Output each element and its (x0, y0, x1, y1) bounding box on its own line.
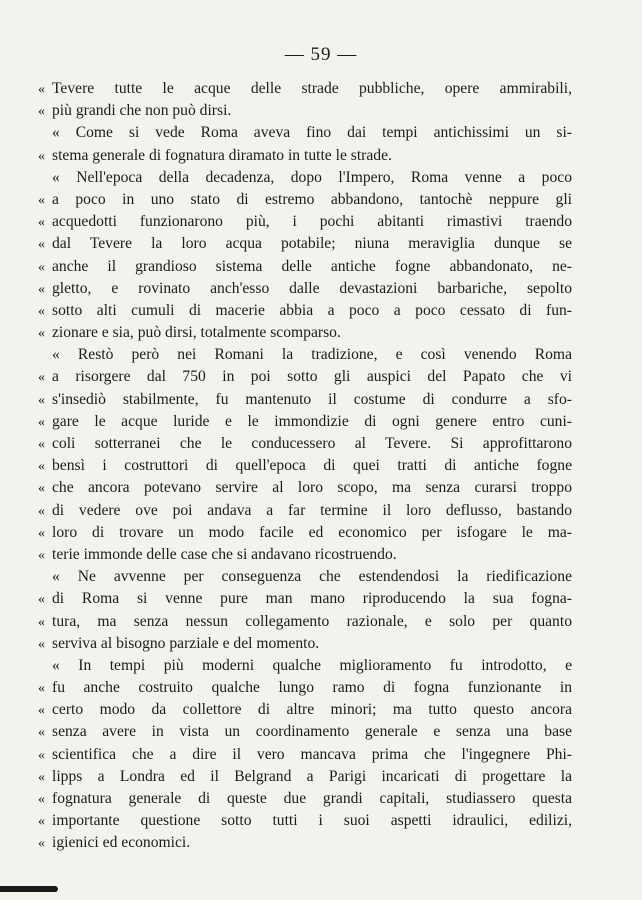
quote-mark: « (38, 303, 45, 319)
line-text: coli sotterranei che le conducessero al Tevere. Si approfittarono (52, 435, 572, 452)
quote-mark: « (38, 104, 45, 120)
text-line (38, 80, 572, 102)
text-line (38, 169, 572, 191)
text-line (38, 258, 572, 280)
line-text: « Come si vede Roma aveva fino dai tempi antichissimi un si- (52, 124, 572, 142)
text-line (38, 346, 572, 368)
quote-mark: « (38, 681, 45, 697)
text-line (38, 324, 572, 346)
quote-mark: « (38, 769, 45, 785)
line-text: igienici ed economici. (52, 834, 191, 852)
quote-mark: « (38, 703, 45, 719)
quote-mark: « (38, 148, 45, 164)
line-text: bensì i costruttori di quell'epoca di quei tratti di antiche fogne (52, 457, 572, 475)
text-line (38, 280, 572, 302)
quote-mark: « (38, 836, 45, 852)
quote-mark: « (38, 747, 45, 763)
line-text: Tevere tutte le acque delle strade pubbliche, opere ammirabili, (52, 80, 572, 97)
text-line (38, 391, 572, 413)
text-line (38, 812, 572, 834)
line-text: anche il grandioso sistema delle antiche fogne abbandonato, ne- (52, 257, 572, 275)
text-line (38, 502, 572, 524)
line-text: loro di trovare un modo facile ed economico per isfogare le ma- (52, 523, 572, 541)
line-text: s'insediò stabilmente, fu mantenuto il costume di condurre a sfo- (52, 390, 572, 408)
line-text: « Ne avvenne per conseguenza che estendendosi la riedificazione (52, 568, 572, 586)
quote-mark: « (38, 326, 45, 342)
line-text: senza avere in vista un coordinamento generale e senza una base (52, 723, 572, 741)
line-text: dal Tevere la loro acqua potabile; niuna meraviglia dunque se (52, 235, 572, 253)
line-text: zionare e sia, può dirsi, totalmente scomparso. (52, 324, 341, 342)
text-line (38, 147, 572, 169)
text-line (38, 834, 572, 856)
text-line (38, 679, 572, 701)
text-line (38, 768, 572, 790)
line-text: sotto alti cumuli di macerie abbia a poco a poco cessato di fun- (52, 301, 572, 319)
line-text: « Restò però nei Romani la tradizione, e così venendo Roma (52, 346, 572, 364)
text-line (38, 413, 572, 435)
quote-mark: « (38, 414, 45, 430)
quote-mark: « (38, 636, 45, 652)
quote-mark: « (38, 370, 45, 386)
line-text: gare le acque luride e le immondizie di ogni genere entro cuni- (52, 412, 572, 430)
line-text: di Roma si venne pure man mano riproducendo la sua fogna- (52, 590, 572, 608)
text-line (38, 124, 572, 146)
line-text: fognatura generale di queste due grandi capitali, studiassero questa (52, 790, 572, 807)
quote-mark: « (38, 481, 45, 497)
text-line (38, 635, 572, 657)
quote-mark: « (38, 459, 45, 475)
line-text: che ancora potevano servire al loro scopo, ma senza curarsi troppo (52, 479, 572, 497)
quote-mark: « (38, 437, 45, 452)
line-text: scientifica che a dire il vero mancava prima che l'ingegnere Phi- (52, 745, 572, 763)
quote-mark: « (38, 192, 45, 208)
line-text: « Nell'epoca della decadenza, dopo l'Impero, Roma venne a poco (52, 168, 572, 186)
text-line (38, 235, 572, 257)
quote-mark: « (38, 614, 45, 630)
text-line (38, 657, 572, 679)
quote-mark: « (38, 237, 45, 253)
text-line (38, 479, 572, 501)
text-line (38, 102, 572, 124)
line-text: a poco in uno stato di estremo abbandono, tantochè neppure gli (52, 190, 572, 208)
line-text: più grandi che non può dirsi. (52, 102, 232, 120)
text-line (38, 590, 572, 612)
quote-mark: « (38, 392, 45, 408)
line-text: fu anche costruito qualche lungo ramo di fogna funzionante in (52, 679, 572, 697)
text-line (38, 213, 572, 235)
line-text: acquedotti funzionarono più, i pochi abitanti rimastivi traendo (52, 213, 572, 231)
text-line (38, 613, 572, 635)
quote-mark: « (38, 281, 45, 297)
scan-edge-mark (0, 886, 58, 892)
quote-mark: « (38, 814, 45, 830)
text-line (38, 191, 572, 213)
page-number: — 59 — (284, 44, 358, 65)
quote-mark: « (38, 592, 45, 608)
quote-mark: « (38, 547, 45, 563)
quote-mark: « (38, 525, 45, 541)
text-line (38, 723, 572, 745)
quote-mark: « (38, 725, 45, 741)
text-line (38, 368, 572, 390)
quote-mark: « (38, 503, 45, 519)
text-line (38, 546, 572, 568)
quote-mark: « (38, 215, 45, 231)
line-text: lipps a Londra ed il Belgrand a Parigi incaricati di progettare la (52, 767, 572, 785)
text-line (38, 302, 572, 324)
line-text: serviva al bisogno parziale e del momento. (52, 634, 320, 652)
line-text: importante questione sotto tutti i suoi aspetti idraulici, edilizi, (52, 812, 572, 830)
text-line (38, 457, 572, 479)
text-line (38, 435, 572, 457)
text-line (38, 524, 572, 546)
text-line (38, 568, 572, 590)
text-line (38, 701, 572, 723)
line-text: gletto, e rovinato anch'esso dalle devastazioni barbariche, sepolto (52, 279, 572, 297)
line-text: di vedere ove poi andava a far termine il loro deflusso, bastando (52, 501, 572, 519)
line-text: a risorgere dal 750 in poi sotto gli auspici del Papato che vi (52, 368, 572, 386)
text-block (38, 80, 572, 857)
quote-mark: « (38, 259, 45, 275)
line-text: stema generale di fognatura diramato in tutte le strade. (52, 146, 392, 164)
quote-mark: « (38, 792, 45, 807)
quote-mark: « (38, 82, 45, 97)
line-text: certo modo da collettore di altre minori; ma tutto questo ancora (52, 701, 572, 719)
text-line (38, 746, 572, 768)
line-text: « In tempi più moderni qualche miglioramento fu introdotto, e (52, 656, 572, 674)
text-line (38, 790, 572, 812)
line-text: tura, ma senza nessun collegamento razionale, e solo per quanto (52, 612, 572, 630)
line-text: terie immonde delle case che si andavano ricostruendo. (52, 545, 397, 563)
